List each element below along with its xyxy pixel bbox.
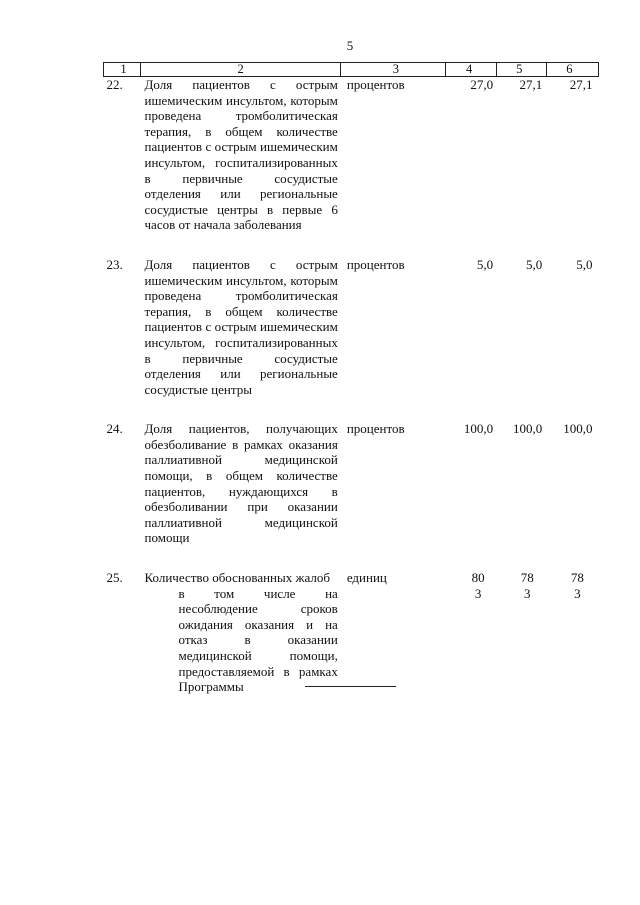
value-year-2: 100,0 <box>513 421 543 437</box>
value-year-3: 100,0 <box>563 421 593 437</box>
row-number: 25. <box>106 570 123 586</box>
value-year-1: 27,0 <box>470 77 494 92</box>
value-year-1: 80 <box>471 570 485 586</box>
value-year-3: 78 <box>570 570 584 586</box>
value-year-1: 100,0 <box>463 421 494 437</box>
indicators-table <box>103 62 599 695</box>
column-header-6: 6 <box>546 63 598 77</box>
column-header-4: 4 <box>445 63 496 77</box>
value-year-3: 5,0 <box>576 256 593 272</box>
table-row <box>104 257 599 397</box>
indicator-description: Количество обоснованных жалоб <box>144 570 330 586</box>
indicator-description: Доля пациентов с острым ишемическим инсультом, которым проведена тромболитическая терапия, в общем количестве пациентов с острым ишемическим инсультом, госпитализированных в первичные сосудистые отделения или региональные сосудистые центры в первые 6 часов от начала заболевания <box>144 77 338 233</box>
indicator-description: Доля пациентов с острым ишемическим инсультом, которым проведена тромболитическая терапия, в общем количестве пациентов с острым ишемическим инсультом, госпитализированных в первичные сосудистые отделения или региональные сосудистые центры <box>144 256 338 397</box>
table-row <box>104 570 599 695</box>
column-header-3: 3 <box>341 63 445 77</box>
column-header-1: 1 <box>104 63 141 77</box>
row-number: 23. <box>106 256 123 272</box>
row-number: 24. <box>106 421 123 437</box>
indicator-description: Доля пациентов, получающих обезболивание в рамках оказания паллиативной медицинской помощи, в общем количестве пациентов, нуждающихся в обезболивании при оказании паллиативной медицинской помощи <box>144 421 338 546</box>
unit-cell: процентов <box>346 421 405 437</box>
value-year-2: 78 <box>520 570 534 586</box>
column-header-2: 2 <box>141 63 341 77</box>
unit-cell: процентов <box>346 256 405 272</box>
unit-cell: процентов <box>346 77 405 92</box>
column-header-5: 5 <box>496 63 546 77</box>
value-year-3: 27,1 <box>569 77 593 92</box>
value-year-2: 5,0 <box>526 256 543 272</box>
value-year-1: 5,0 <box>476 256 494 272</box>
table-row <box>104 77 599 233</box>
row-number: 22. <box>106 77 123 92</box>
value-year-1-sub: 3 <box>474 585 482 601</box>
unit-cell: единиц <box>346 570 387 586</box>
page-number: 5 <box>346 38 354 53</box>
indicator-subdescription: в том числе на несоблюдение сроков ожидания оказания и на отказ в оказании медицинской помощи, предоставляемой в рамках Программы <box>178 585 338 695</box>
value-year-2-sub: 3 <box>523 585 531 601</box>
value-year-3-sub: 3 <box>574 585 581 601</box>
table-header-row <box>104 63 599 77</box>
end-divider <box>305 686 396 687</box>
table-row <box>104 421 599 546</box>
value-year-2: 27,1 <box>519 77 543 92</box>
